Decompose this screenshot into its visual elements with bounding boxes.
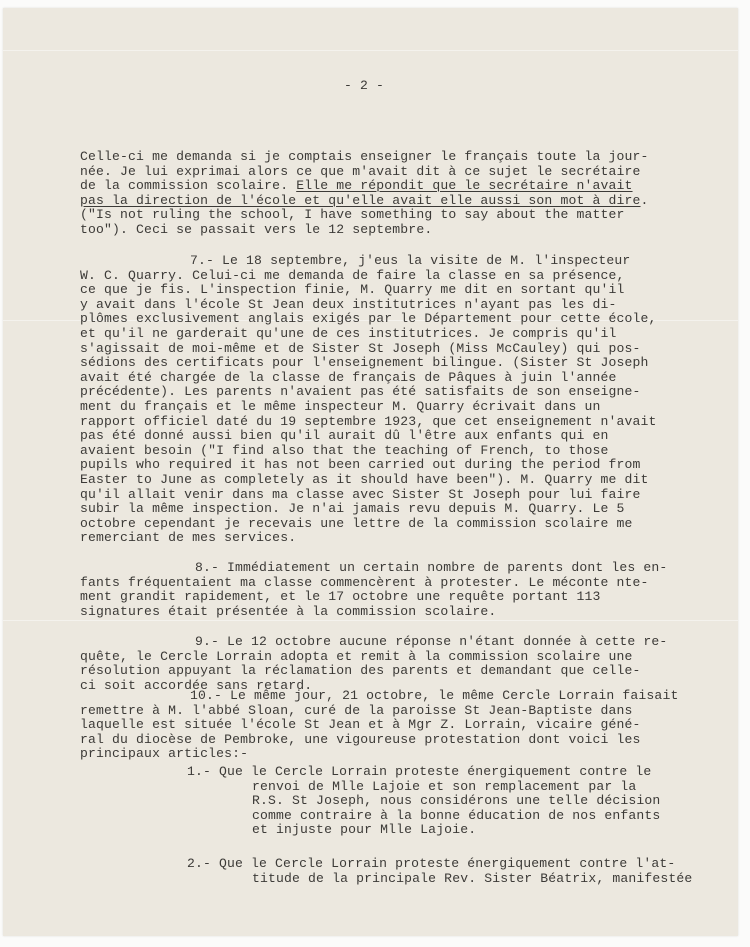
text-line: ci soit accordée sans retard. (80, 677, 313, 693)
text-line: W. C. Quarry. Celui-ci me demanda de faire la classe en sa présence, (80, 267, 625, 283)
text-line: quête, le Cercle Lorrain adopta et remit à la commission scolaire une (80, 648, 633, 664)
text-line: Que le Cercle Lorrain proteste énergiquement contre le (219, 764, 652, 779)
article-number: 1.- (187, 764, 212, 779)
text-line: Celle-ci me demanda si je comptais enseigner le français toute la jour- (80, 149, 649, 164)
text-segment: de la commission scolaire. (80, 178, 297, 194)
text-line: pupils who required it has not been carried out during the period from (80, 457, 641, 473)
text-line: précédente). Les parents n'avaient pas été satisfaits de son enseigne- (80, 384, 641, 400)
text-line: ("Is not ruling the school, I have something to say about the matter (80, 207, 625, 223)
text-line: laquelle est située l'école St Jean et à Mgr Z. Lorrain, vicaire géné- (80, 717, 641, 733)
text-line: signatures était présentée à la commission scolaire. (80, 603, 497, 619)
text-line: y avait dans l'école St Jean deux institutrices n'ayant pas les di- (80, 296, 617, 312)
text-line: octobre cependant je recevais une lettre de la commission scolaire me (80, 515, 633, 531)
text-line (80, 194, 649, 208)
text-segment: . (640, 192, 649, 208)
text-line: principaux articles:- (80, 746, 249, 762)
text-line: too"). Ceci se passait vers le 12 septembre. (80, 222, 433, 237)
underlined-quote: Elle me répondit que le secrétaire n'avait (296, 178, 633, 194)
underlined-quote: pas la direction de l'école et qu'elle avait elle aussi son mot à dire (80, 192, 641, 208)
text-line: sédions des certificats pour l'enseignement bilingue. (Sister St Joseph (80, 355, 649, 371)
text-line: 8.- Immédiatement un certain nombre de parents dont les en- (195, 560, 668, 575)
text-line: comme contraire à la bonne éducation de nos enfants (252, 807, 661, 823)
text-line: ce que je fis. L'inspection finie, M. Quarry me dit en sortant qu'il (80, 282, 625, 298)
text-line: 10.- Le même jour, 21 octobre, le même Cercle Lorrain faisait (190, 688, 679, 703)
text-line: et injuste pour Mlle Lajoie. (252, 822, 477, 838)
text-line: R.S. St Joseph, nous considérons une telle décision (252, 793, 661, 809)
text-line: Easter to June as completely as it should have been"). M. Quarry me dit (80, 472, 649, 487)
text-line: remettre à M. l'abbé Sloan, curé de la paroisse St Jean-Baptiste dans (80, 702, 633, 718)
text-line: renvoi de Mlle Lajoie et son remplacement par la (252, 778, 637, 794)
text-line: remerciant de mes services. (80, 530, 297, 546)
text-line: résolution appuyant la réclamation des parents et demandant que celle- (80, 663, 641, 679)
text-line: plômes exclusivement anglais exigés par le Département pour cette école, (80, 311, 657, 327)
text-line: née. Je lui exprimai alors ce que m'avait dit à ce sujet le secrétaire (80, 163, 641, 179)
text-line (80, 179, 633, 193)
page-number: - 2 - (344, 78, 385, 93)
article-number: 2.- (187, 856, 212, 871)
text-line: avait été chargée de la classe de français de Pâques à juin l'année (80, 369, 617, 385)
text-line: avaient besoin ("I find also that the teaching of French, to those (80, 442, 609, 458)
text-line: subir la même inspection. Je n'ai jamais revu depuis M. Quarry. Le 5 (80, 501, 625, 517)
text-line: ral du diocèse de Pembroke, une vigoureuse protestation dont voici les (80, 731, 641, 747)
text-line: fants fréquentaient ma classe commencèrent à protester. Le méconte nte- (80, 574, 649, 590)
text-line: 7.- Le 18 septembre, j'eus la visite de M. l'inspecteur (190, 253, 631, 268)
text-line: et qu'il ne garderait qu'une de ces institutrices. Je compris qu'il (80, 326, 617, 341)
text-line: ment du français et le même inspecteur M. Quarry écrivait dans un (80, 399, 601, 414)
text-line: ment grandit rapidement, et le 17 octobre une requête portant 113 (80, 589, 601, 605)
text-line: s'agissait de moi-même et de Sister St Joseph (Miss McCauley) qui pos- (80, 340, 641, 356)
text-line: titude de la principale Rev. Sister Béatrix, manifestée (252, 870, 693, 886)
text-line: rapport officiel daté du 19 septembre 1923, que cet enseignement n'avait (80, 413, 657, 429)
text-line: qu'il allait venir dans ma classe avec Sister St Joseph pour lui faire (80, 486, 641, 502)
text-line: pas été donné aussi bien qu'il aurait dû l'être aux enfants qui en (80, 428, 609, 444)
text-line: 9.- Le 12 octobre aucune réponse n'étant donnée à cette re- (195, 634, 668, 649)
text-line: Que le Cercle Lorrain proteste énergiquement contre l'at- (219, 856, 676, 871)
